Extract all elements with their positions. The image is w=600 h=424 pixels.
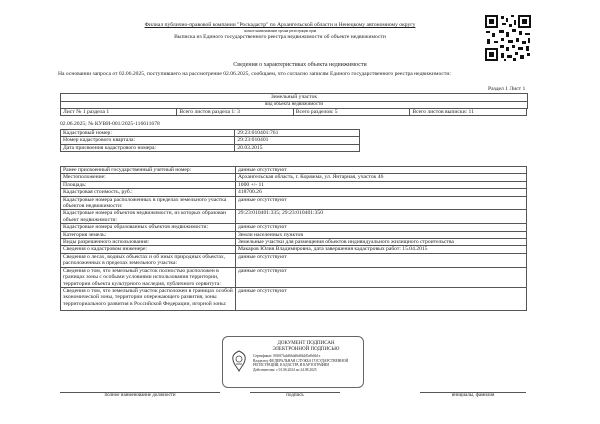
detail-row <box>61 267 527 287</box>
detail-label: Кадастровая стоимость, руб.: <box>61 189 236 196</box>
detail-row <box>61 174 527 181</box>
stamp-line-4: Владелец: ФЕДЕРАЛЬНАЯ СЛУЖБА ГОСУДАРСТВЕННОЙ РЕГИСТРАЦИИ, КАДАСТРА И КАРТОГРАФИИ <box>253 358 349 368</box>
detail-row <box>61 253 527 267</box>
detail-label: Площадь: <box>61 181 236 188</box>
e-signature-stamp <box>222 336 364 388</box>
ident-row <box>61 144 360 151</box>
ident-value: 20.03.2015 <box>235 144 360 151</box>
detail-row <box>61 239 527 246</box>
object-type-sub: вид объекта недвижимости <box>61 101 527 108</box>
detail-value: Земли населенных пунктов <box>236 231 527 238</box>
object-type: Земельный участок <box>270 94 318 100</box>
detail-row <box>61 287 527 310</box>
detail-row <box>61 210 527 224</box>
statement: На основании запроса от 02.06.2025, поступившего на рассмотрение 02.06.2025, сообщаем, что согласно записям Единого государственного реестра недвижимости: <box>58 71 451 77</box>
org-sub-caption: полное наименование органа регистрации прав <box>243 29 317 33</box>
sections-total: Всего разделов: 5 <box>293 109 410 116</box>
qr-code <box>484 14 532 62</box>
stamp-line-2: ЭЛЕКТРОННОЙ ПОДПИСЬЮ <box>272 347 340 352</box>
detail-value: Архангельская область, г. Коряжма, ул. Янтарная, участок 46 <box>236 174 527 181</box>
detail-label: Виды разрешенного использования: <box>61 239 236 246</box>
detail-value: данные отсутствуют <box>236 253 527 267</box>
ident-value: 29:23:010401:761 <box>235 130 360 137</box>
ident-row <box>61 130 360 137</box>
detail-label: Кадастровые номера расположенных в пределах земельного участка объектов недвижимости: <box>61 196 236 210</box>
detail-label: Категория земель: <box>61 231 236 238</box>
extract-date-number: 02.06.2025; № КУВИ-001/2025-116611678 <box>60 121 160 127</box>
sheets-in-section: Всего листов раздела 1: 3 <box>177 109 293 116</box>
detail-value: Макаров Юлия Владимировна, дата завершения кадастровых работ: 15.04.2015 <box>236 246 527 253</box>
detail-label: Сведения о том, что земельный участок полностью расположен в границах зоны с особыми условиями использования территории, территории объекта культурного наследия, публичного сервитута: <box>61 267 236 287</box>
detail-row <box>61 196 527 210</box>
details-table <box>60 166 527 311</box>
org-name: Филиал публично-правовой компании "Роскадастр" по Архангельской области и Ненецкому автономному округу <box>144 22 416 28</box>
detail-value: данные отсутствуют <box>236 167 527 174</box>
stamp-line-1: ДОКУМЕНТ ПОДПИСАН <box>277 341 335 346</box>
emblem-icon <box>229 349 249 373</box>
object-type-box <box>60 93 528 109</box>
detail-label: Сведения о том, что земельный участок расположен в границах особой экономической зоны, территории опережающего развития, зоны территориального развития в Российской Федерации, игорной зоны: <box>61 287 236 310</box>
footer-position: полное наименование должности <box>104 393 176 398</box>
footer-signature: подпись <box>286 393 304 398</box>
detail-value: данные отсутствуют <box>236 287 527 310</box>
stamp-line-5: Действителен: с 01.06.2024 по 24.08.2025 <box>253 367 317 372</box>
ident-table <box>60 129 360 152</box>
detail-value: Земельные участки для размещения объектов индивидуального жилищного строительства <box>236 239 527 246</box>
detail-row <box>61 231 527 238</box>
detail-label: Кадастровые номера объектов недвижимости, из которых образован объект недвижимости: <box>61 210 236 224</box>
ident-row <box>61 137 360 144</box>
detail-value: 29:23:010401:335; 29:23:010401:350 <box>236 210 527 224</box>
detail-row <box>61 189 527 196</box>
detail-row <box>61 181 527 188</box>
detail-row <box>61 224 527 231</box>
ident-value: 29:23:010401 <box>235 137 360 144</box>
sheets-total: Всего листов выписки: 11 <box>410 109 527 116</box>
sheet-number: Лист № 1 раздела 1 <box>61 109 177 116</box>
sheet-counters <box>60 108 527 116</box>
detail-label: Сведения о лесах, водных объектах и об иных природных объектах, расположенных в пределах земельного участка: <box>61 253 236 267</box>
footer-initials: инициалы, фамилия <box>451 393 495 398</box>
detail-row <box>61 167 527 174</box>
ident-label: Номер кадастрового квартала: <box>61 137 235 144</box>
detail-label: Местоположение: <box>61 174 236 181</box>
detail-label: Ранее присвоенный государственный учетный номер: <box>61 167 236 174</box>
detail-value: данные отсутствуют <box>236 267 527 287</box>
detail-label: Сведения о кадастровом инженере: <box>61 246 236 253</box>
detail-label: Кадастровые номера образованных объектов недвижимости: <box>61 224 236 231</box>
section-label: Раздел 1 Лист 1 <box>488 86 526 92</box>
detail-value: 418700.26 <box>236 189 527 196</box>
detail-value: 1000 +/- 11 <box>236 181 527 188</box>
ident-label: Дата присвоения кадастрового номера: <box>61 144 235 151</box>
stamp-line-3: Сертификат: 00f0f7fa4d6b4d6d6b2f0a8c6b1e <box>253 354 321 358</box>
section-title: Сведения о характеристиках объекта недвижимости <box>233 62 367 68</box>
detail-value: данные отсутствуют <box>236 224 527 231</box>
detail-row <box>61 246 527 253</box>
detail-value: данные отсутствуют <box>236 196 527 210</box>
extract-title: Выписка из Единого государственного реестра недвижимости об объекте недвижимости <box>174 34 386 40</box>
ident-label: Кадастровый номер: <box>61 130 235 137</box>
